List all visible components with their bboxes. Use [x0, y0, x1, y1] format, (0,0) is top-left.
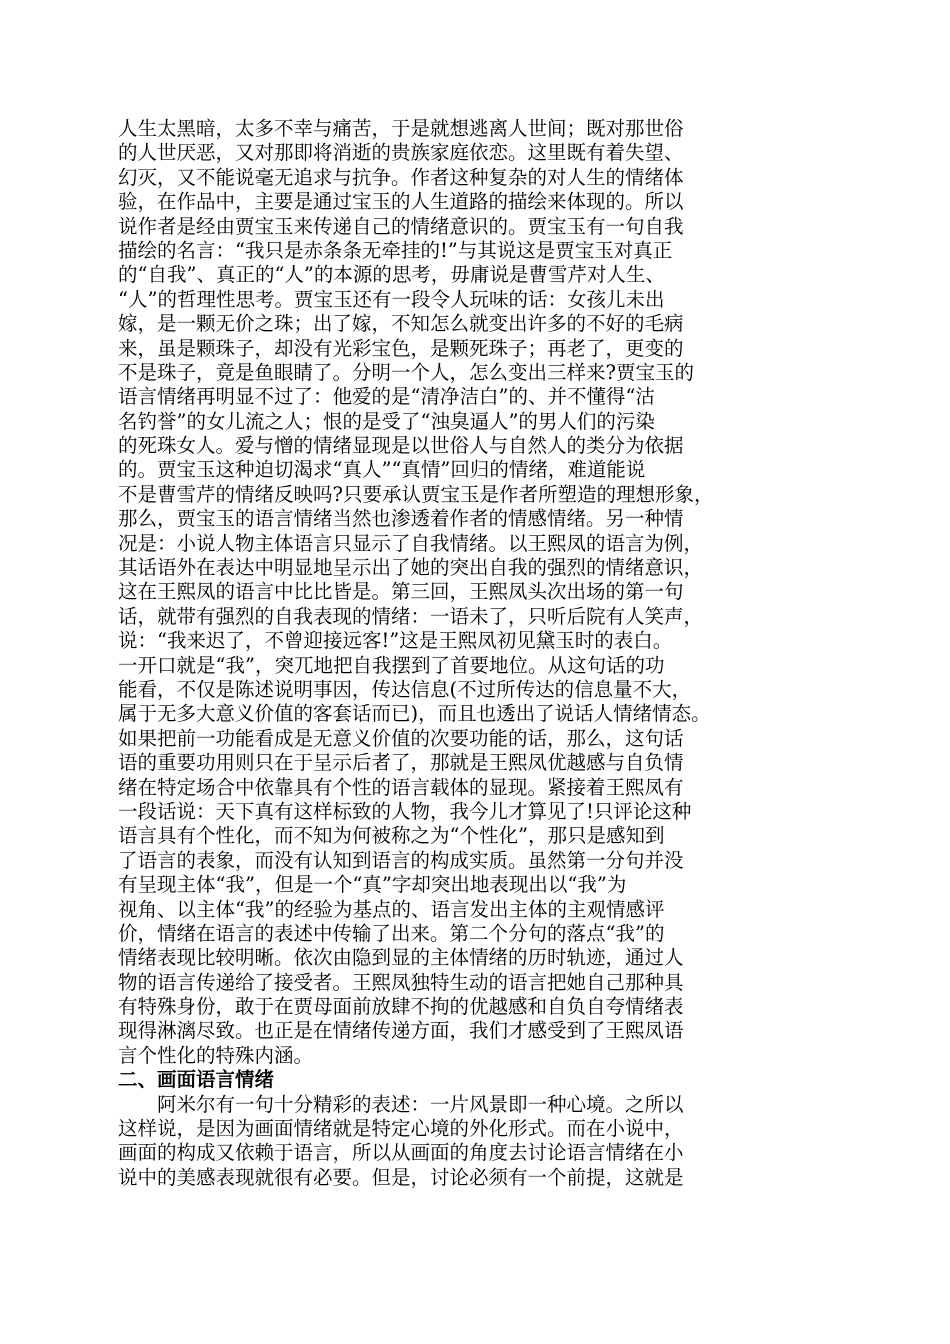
text-line: 情绪表现比较明晰。依次由隐到显的主体情绪的历时轨迹，通过人 [118, 946, 684, 970]
text-line: 有呈现主体“我”，但是一个“真”字却突出地表现出以“我”为 [118, 873, 627, 897]
text-line: 说作者是经由贾宝玉来传递自己的情绪意识的。贾宝玉有一句自我 [118, 214, 684, 238]
text-line: 语言情绪再明显不过了：他爱的是“清净洁白”的、并不懂得“沽 [118, 385, 655, 409]
text-line: 绪在特定场合中依靠具有个性的语言载体的显现。紧接着王熙凤有 [118, 775, 684, 799]
text-line: 阿米尔有一句十分精彩的表述：一片风景即一种心境。之所以 [157, 1092, 684, 1116]
text-line: 验，在作品中，主要是通过宝玉的人生道路的描绘来体现的。所以 [118, 190, 684, 214]
text-line: 描绘的名言：“我只是赤条条无牵挂的!”与其说这是贾宝玉对真正 [118, 238, 673, 262]
text-line: 这在王熙凤的语言中比比皆是。第三回，王熙凤头次出场的第一句 [118, 580, 684, 604]
document-page [118, 117, 830, 1190]
text-line: 语言具有个性化，而不知为何被称之为“个性化”，那只是感知到 [118, 824, 665, 848]
text-line: 的死珠女人。爱与憎的情绪显现是以世俗人与自然人的类分为依据 [118, 434, 684, 458]
text-line: 不是珠子，竟是鱼眼睛了。分明一个人，怎么变出三样来?贾宝玉的 [118, 360, 694, 384]
text-line: 的人世厌恶，又对那即将消逝的贵族家庭依恋。这里既有着失望、 [118, 141, 684, 165]
text-line: 属于无多大意义价值的客套话而已)，而且也透出了说话人情绪情态。 [118, 702, 711, 726]
text-line: 幻灭，又不能说毫无追求与抗争。作者这种复杂的对人生的情绪体 [118, 165, 684, 189]
text-line: 的“自我”、真正的“人”的本源的思考，毋庸说是曹雪芹对人生、 [118, 263, 665, 287]
text-line: 能看，不仅是陈述说明事因，传达信息(不过所传达的信息量不大， [118, 677, 692, 701]
text-line: 画面的构成又依赖于语言，所以从画面的角度去讨论语言情绪在小 [118, 1141, 684, 1165]
body-paragraph [118, 117, 830, 1068]
text-line: 那么，贾宝玉的语言情绪当然也渗透着作者的情感情绪。另一种情 [118, 507, 684, 531]
text-line: 的。贾宝玉这种迫切渴求“真人”“真情”回归的情绪，难道能说 [118, 458, 646, 482]
text-line: 有特殊身份，敢于在贾母面前放肆不拘的优越感和自负自夸情绪表 [118, 995, 684, 1019]
text-line: 人生太黑暗，太多不幸与痛苦，于是就想逃离人世间；既对那世俗 [118, 117, 684, 140]
text-line: 不是曹雪芹的情绪反映吗?只要承认贾宝玉是作者所塑造的理想形象， [118, 482, 714, 506]
text-line: 一段话说：天下真有这样标致的人物，我今儿才算见了!只评论这种 [118, 799, 692, 823]
text-line: 物的语言传递给了接受者。王熙凤独特生动的语言把她自己那种具 [118, 970, 684, 994]
text-line: 况是：小说人物主体语言只显示了自我情绪。以王熙凤的语言为例， [118, 531, 704, 555]
text-line: 如果把前一功能看成是无意义价值的次要功能的话，那么，这句话 [118, 726, 684, 750]
text-line: 这样说，是因为画面情绪就是特定心境的外化形式。而在小说中， [118, 1117, 684, 1141]
text-line: 现得淋漓尽致。也正是在情绪传递方面，我们才感受到了王熙凤语 [118, 1019, 684, 1043]
text-line: “人”的哲理性思考。贾宝玉还有一段令人玩味的话：女孩儿未出 [118, 287, 665, 311]
text-line: 视角、以主体“我”的经验为基点的、语言发出主体的主观情感评 [118, 897, 665, 921]
text-line: 一开口就是“我”，突兀地把自我摆到了首要地位。从这句话的功 [118, 653, 665, 677]
text-line: 其话语外在表达中明显地呈示出了她的突出自我的强烈的情绪意识， [118, 556, 704, 580]
text-line: 言个性化的特殊内涵。 [118, 1043, 314, 1067]
section-heading: 二、画面语言情绪 [118, 1068, 275, 1092]
text-line: 了语言的表象，而没有认知到语言的构成实质。虽然第一分句并没 [118, 848, 684, 872]
text-line: 语的重要功用则只在于呈示后者了，那就是王熙凤优越感与自负情 [118, 751, 684, 775]
text-line: 说中的美感表现就很有必要。但是，讨论必须有一个前提，这就是 [118, 1165, 684, 1189]
text-line: 价，情绪在语言的表述中传输了出来。第二个分句的落点“我”的 [118, 921, 665, 945]
text-line: 说：“我来迟了，不曾迎接远客!”这是王熙凤初见黛玉时的表白。 [118, 629, 673, 653]
section-paragraph [118, 1093, 830, 1191]
text-line: 嫁，是一颗无价之珠；出了嫁，不知怎么就变出许多的不好的毛病 [118, 312, 684, 336]
text-line: 名钓誉”的女儿流之人；恨的是受了“浊臭逼人”的男人们的污染 [118, 409, 655, 433]
text-line: 来，虽是颗珠子，却没有光彩宝色，是颗死珠子；再老了，更变的 [118, 336, 684, 360]
text-line: 话，就带有强烈的自我表现的情绪：一语未了，只听后院有人笑声， [118, 604, 704, 628]
